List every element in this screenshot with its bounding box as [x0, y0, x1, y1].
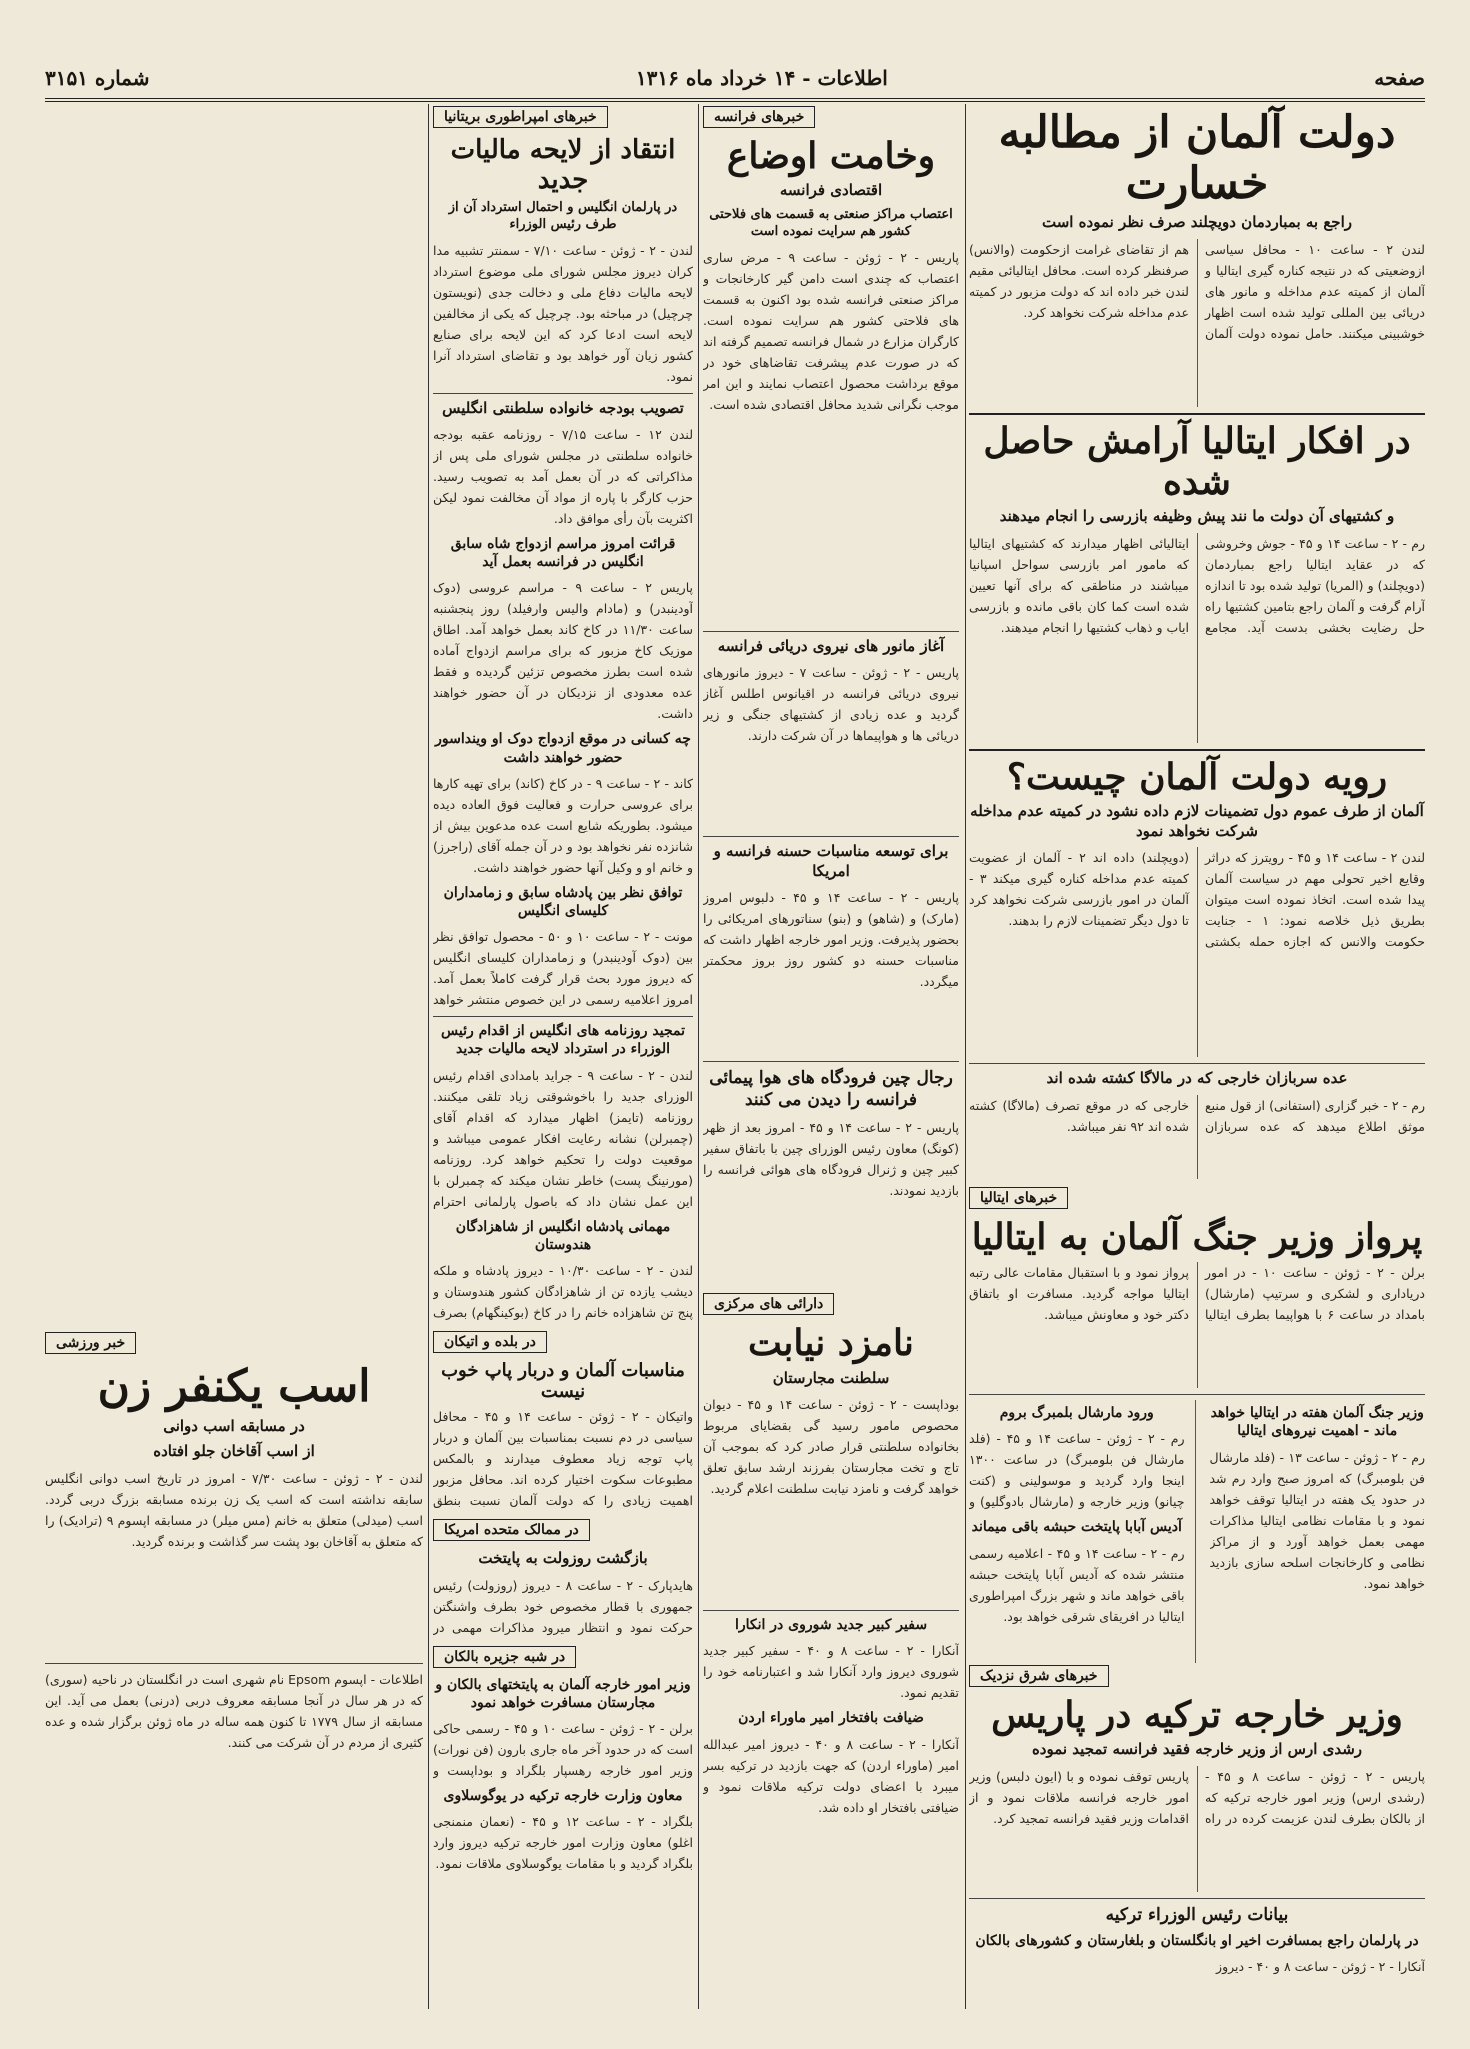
article-body: اطلاعات - اپسوم Epsom نام شهری است در انگلستان در ناحیه (سوری) که در هر سال در آنجا مسابقه معروف دربی (درنی) بعمل می آید. این مسابقه از سال ۱۷۷۹ تا کنون همه ساله در ماه ژوئن برگزار شده و عده کثیری از مردم در آن شرکت می کنند.: [45, 1671, 423, 1750]
divider: [45, 1663, 423, 1664]
article-body: رم - ۲ - خبر گزاری (استفانی) از قول منبع موثق اطلاع میدهد که عده سربازان خارجی که در موقع تصرف (مالاگا) کشته شده اند ۹۲ نفر میباشد.: [969, 1097, 1425, 1134]
article-body: برلن - ۲ - ژوئن - ساعت ۱۰ و ۴۵ - رسمی حاکی است که در حدود آخر ماه جاری بارون (فن نورات) وزیر امور خارجه رهسپار بلگراد و بوداپست و: [433, 1721, 693, 1779]
article-body: لندن ۱۲ - ساعت ۷/۱۵ - روزنامه عقبه بودجه خانواده سلطنتی در مجلس شورای ملی پس از مذاکراتی که در آن بعمل آمد به تصویب رسید. حزب کارگر با پاره از مواد آن مخالفت نمود لیکن اکثریت بآن رأی موافق داد.: [433, 427, 693, 527]
headline-new-tax: انتقاد از لایحه مالیات جدید: [450, 135, 676, 195]
headline-neurath-trip: وزیر امور خارجه آلمان به پایتختهای بالکان و مجارستان مسافرت خواهد نمود: [435, 1676, 691, 1711]
issue-date: اطلاعات - ۱۴ خرداد ماه ۱۳۱۶: [635, 66, 888, 90]
headline-germany-policy: رویه دولت آلمان چیست؟: [1006, 755, 1388, 798]
column-divider: [698, 104, 699, 2009]
masthead: [45, 58, 1425, 102]
divider: [703, 836, 959, 837]
column-4: [45, 1330, 423, 2009]
article-box: [969, 1400, 1196, 1662]
article-body: لندن ۲ - ساعت ۱۴ و ۴۵ - رویترز که دراثر وقایع اخیر تحولی مهم در سیاست آلمان پیدا شده است. اتخاذ نموده است میتوان بطریق ذیل خلاصه نمود: ۱ - جنایت حکومت والانس که اجازه حمله بکشتی (دویچلند) داده اند ۲ - آلمان از عضویت کمیته عدم مداخله کناره گیری میکند ۳ - آلمان در امور بازرسی شرکت نخواهد کرد تا دول دیگر تضمینات لازم را بدهند.: [969, 850, 1425, 950]
headline-france-economy: وخامت اوضاع: [726, 135, 936, 177]
headline-transjordan: ضیافت بافتخار امیر ماوراء اردن: [738, 1710, 924, 1727]
article-body: بوداپست - ۲ - ژوئن - ساعت ۱۴ و ۴۵ - دیوان محصوص مامور رسید گی بقضایای مربوط بخانواده سلطنتی قرار صادر کرد که بموجب آن تاج و تخت مجارستان بفرزند ارشد سابق تعلق خواهد گرفت و نامزد نیابت سلطنت اعلام گردید.: [703, 1397, 959, 1497]
divider: [969, 1898, 1425, 1899]
article-body: برلن - ۲ - ژوئن - ساعت ۱۰ - در امور دریاداری و لشکری و سرتیپ (مارشال) بامداد در ساعت ۶ با هواپیما بطرف ایتالیا پرواز نمود و با استقبال مقامات عالی رتبه ایتالیا مواجه گردید. مسافرت او باتفاق دکتر خود و معاونش میباشد.: [969, 1265, 1425, 1323]
headline-turkey-yugoslavia: معاون وزارت خارجه ترکیه در یوگوسلاوی: [443, 1788, 683, 1805]
article-body: آنکارا - ۲ - ژوئن - ساعت ۸ و ۴۰ - دیروز: [1216, 1958, 1425, 1974]
article-body: رم - ۲ - ژوئن - ساعت ۱۳ - (فلد مارشال فن بلومبرگ) که امروز صبح وارد رم شد در حدود یک هفته در ایتالیا توقف خواهد نمود و با مقامات نظامی ایتالیا مذاکرات مهمی بعمل خواهد آورد و از مراکز نظامی و کارخانجات اسلحه سازی بازدید خواهد نمود.: [1209, 1449, 1425, 1591]
divider: [433, 393, 693, 394]
headline-turkey-paris: وزیر خارجه ترکیه در پاریس: [991, 1693, 1403, 1736]
divider: [969, 1063, 1425, 1064]
headline-soviet-ambassador: سفیر کبیر جدید شوروی در انکارا: [734, 1617, 928, 1634]
issue-number: شماره ۳۱۵۱: [45, 66, 150, 90]
article-body: پاریس - ۲ - ژوئن - ساعت ۹ - مرض ساری اعتصاب که چندی است دامن گیر کارخانجات و مراکز صنعتی فرانسه شده بود اکنون به قسمت های فلاحتی کشور هم سرایت نموده است. کارگران مزارع در شمال فرانسه تصمیم گرفته اند که در صورت عدم پیشرفت تقاضاهای خود در موقع برداشت محصول اعتصاب نمایند و این امر موجب نگرانی شدید محافل اقتصادی شده است.: [703, 249, 959, 412]
headline-france-america: برای توسعه مناسبات حسنه فرانسه و امریکا: [713, 842, 949, 880]
subheadline: راجع به بمباردمان دویچلند صرف نظر نموده است: [1042, 213, 1352, 232]
divider: [703, 1610, 959, 1611]
article-box: [1210, 1400, 1426, 1662]
article-body: کاند - ۲ - ساعت ۹ - در کاخ (کاند) برای تهیه کارها برای عروسی حرارت و فعالیت فوق العاده دیده میشود. بطوریکه شایع است عده مدعوین بیش از شانزده نفر نخواهد بود و در آن جمله آقای (راجرز) و خانم او و وکیل آنها حضور خواهند داشت.: [433, 775, 693, 875]
headline-week-stay: وزیر جنگ آلمان هفته در ایتالیا خواهد ماند - اهمیت نیروهای ایتالیا: [1210, 1405, 1424, 1440]
section-label-central: دارائی های مرکزی: [703, 1293, 834, 1315]
article-body: آنکارا - ۲ - ساعت ۸ و ۴۰ - دیروز امیر عبدالله امیر (ماوراء اردن) که جهت بازدید در ترکیه بسر میبرد با اعضای دولت ترکیه ملاقات نمود و ضیافتی بافتخار او داده شد.: [703, 1736, 959, 1815]
article-body: لندن - ۲ - ساعت ۹ - جراید بامدادی اقدام رئیس الوزرای جدید را باخوشوقتی زیاد تلقی میکنند. روزنامه (تایمز) اظهار میدارد که اقدام آقای (چمبرلن) نشانه رعایت افکار عمومی میباشد و موقعیت دولت را تحکیم خواهد کرد. روزنامه (مورنینگ پست) خاطر نشان میکند که چمبرلن با این عمل نشان داد که باصول پارلمانی احترام: [433, 1067, 693, 1209]
headline-blomberg-rome: ورود مارشال بلمبرگ بروم: [999, 1405, 1154, 1422]
article-body: پاریس - ۲ - ژوئن - ساعت ۸ و ۴۵ - (رشدی ارس) وزیر امور خارجه ترکیه که از بالکان بطرف لندن عزیمت کرده در راه پاریس توقف نموده و با (ایون دلبس) وزیر امور خارجه فرانسه ملاقات نمود و از اقدامات وزیر فقید فرانسه تمجید کرد.: [969, 1768, 1425, 1826]
section-label-vatican: در بلده و اتیکان: [433, 1331, 547, 1353]
article-body: رم - ۲ - ساعت ۱۴ و ۴۵ - جوش وخروشی که در عقاید ایتالیا راجع بمباردمان (دویچلند) و (المریا) تولید شده بود تا اندازه آرام گرفت و آلمان راجع بتامین کشتیها راه حل رضایت بخشی بدست آید. مجامع ایتالیائی اظهار میدارند که کشتیهای ایتالیا که مامور امر بازرسی سواحل اسپانیا میباشند در مناطقی که برای آنها تعیین شده است کما کان باقی مانده و بازرسی ایاب و ذهاب کشتیها را انجام میدهند.: [969, 535, 1425, 635]
section-label-sport: خبر ورزشی: [45, 1332, 136, 1354]
headline-china-airports: رجال چین فرودگاه های هوا پیمائی فرانسه را دیدن می کنند: [709, 1068, 953, 1111]
article-body: پاریس - ۲ - ژوئن - ساعت ۷ - دیروز مانورهای نیروی دریائی فرانسه در اقیانوس اطلس آغاز گردید و عده زیادی از کشتیهای جنگی و زیر دریائی ها و هواپیماها در آن شرکت دارند.: [703, 665, 959, 744]
subheadline: آلمان از طرف عموم دول تضمینات لازم داده نشود در کمیته عدم مداخله شرکت نخواهد نمود: [970, 802, 1424, 840]
column-3: [433, 104, 693, 2009]
section-label-balkans: در شبه جزیره بالکان: [433, 1646, 576, 1668]
subheadline: اقتصادی فرانسه: [779, 181, 883, 200]
subheadline: از اسب آقاخان جلو افتاده: [153, 1442, 315, 1461]
headline-germany-pope: مناسبات آلمان و دربار پاپ خوب نیست: [441, 1359, 685, 1402]
article-body: مونت - ۲ - ساعت ۱۰ و ۵۰ - محصول توافق نظر بین (دوک آودینبدر) و زمامداران کلیسای انگلیس که دیروز مورد بحث قرار گرفت کاملاً بعمل آمد. امروز اعلامیه رسمی در این خصوص منتشر خواهد: [433, 929, 693, 1008]
article-body: پاریس - ۲ - ساعت ۱۴ و ۴۵ - امروز بعد از ظهر (کونگ) معاون رئیس الوزرای چین با باتفاق سفیر کبیر چین و ژنرال فرودگاه های هوائی فرانسه را بازدید نمودند.: [703, 1120, 959, 1199]
column-divider: [965, 104, 966, 2009]
divider: [433, 1016, 693, 1017]
article-body: هایدپارک - ۲ - ساعت ۸ - دیروز (روزولت) رئیس جمهوری با قطار مخصوص خود بطرف واشنگتن حرکت نمود و انتظار میرود مذاکرات مهمی در: [433, 1577, 693, 1635]
subheadline: در پارلمان انگلیس و احتمال استرداد آن از طرف رئیس الوزراء: [448, 199, 678, 232]
headline-press-praise: تمجید روزنامه های انگلیس از اقدام رئیس الوزراء در استرداد لایحه مالیات جدید: [441, 1023, 685, 1058]
headline-germany-compensation: دولت آلمان از مطالبه خسارت: [998, 107, 1396, 209]
subheadline: و کشتیهای آن دولت ما نند پیش وظیفه بازرسی را انجام میدهند: [999, 507, 1395, 526]
headline-wedding-guests: چه کسانی در موقع ازدواج دوک او وینداسور حضور خواهند داشت: [435, 731, 691, 766]
headline-italy-calm: در افکار ایتالیا آرامش حاصل شده: [983, 419, 1411, 504]
headline-roosevelt: بازگشت روزولت به پایتخت: [478, 1549, 648, 1568]
section-label-italy: خبرهای ایتالیا: [969, 1187, 1068, 1209]
section-label-usa: در ممالک متحده امریکا: [433, 1519, 590, 1541]
divider: [703, 1061, 959, 1062]
headline-india-princes: مهمانی پادشاه انگلیس از شاهزادگان هندوستان: [455, 1218, 671, 1253]
column-1: [969, 104, 1425, 2009]
column-2: [703, 104, 959, 2009]
headline-wedding: قرائت امروز مراسم ازدواج شاه سابق انگلیس در فرانسه بعمل آید: [450, 536, 676, 571]
divider: [703, 631, 959, 632]
subheadline: در مسابقه اسب دوانی: [163, 1416, 305, 1435]
section-label-france: خبرهای فرانسه: [703, 106, 815, 128]
divider: [969, 1394, 1425, 1395]
article-body: پاریس ۲ - ساعت ۹ - مراسم عروسی (دوک آودینبدر) و (مادام والیس وارفیلد) روز پنجشنبه ساعت ۱۱/۳۰ در کاخ کاند بعمل خواهد آمد. اطاق موزیک کاخ مزبور که برای مراسم ازدواج آماده شده است بطرز مخصوص تزئین گردیده و فقط عده معدودی از نزدیکان در آن حضور خواهند داشت.: [433, 580, 693, 722]
headline-horse: اسب یکنفر زن: [97, 1361, 371, 1412]
headline-war-minister: پرواز وزیر جنگ آلمان به ایتالیا: [971, 1215, 1423, 1258]
headline-regency: نامزد نیابت: [748, 1322, 914, 1365]
section-label-british: خبرهای امپراطوری بریتانیا: [433, 106, 608, 128]
two-article-row: [969, 1400, 1425, 1662]
section-label-near-east: خبرهای شرق نزدیک: [969, 1665, 1109, 1687]
headline-addis-ababa: آدیس آبابا پایتخت حبشه باقی میماند: [971, 1519, 1182, 1536]
page-label: صفحه: [1374, 66, 1425, 90]
subheadline: رشدی ارس از وزیر خارجه فقید فرانسه تمجید نموده: [1031, 1740, 1363, 1759]
headline-turkey-pm: بیانات رئیس الوزراء ترکیه: [1105, 1904, 1289, 1925]
headline-royal-budget: تصویب بودجه خانواده سلطنتی انگلیس: [442, 398, 684, 417]
headline-church-agreement: توافق نظر بین پادشاه سابق و زمامداران کلیسای انگلیس: [443, 884, 683, 919]
article-body: واتیکان - ۲ - ژوئن - ساعت ۱۴ و ۴۵ - محافل سیاسی در دم نسبت بمناسبات بین آلمان و دربار پاپ توجه زیاد معطوف میدارند و بالمکس مطبوعات سکوت اختیار کرده اند. محافل مزبور اهمیت زیادی را که دولت آلمان نسبت بنطق: [433, 1409, 693, 1509]
article-body: رم - ۲ - ساعت ۱۴ و ۴۵ - اعلامیه رسمی منتشر شده که آدیس آبابا پایتخت حبشه باقی خواهد ماند و شهر بزرگ امپراطوری ایتالیا در افریقای شرقی خواهد بود.: [969, 1545, 1185, 1624]
article-body: آنکارا - ۲ - ساعت ۸ و ۴۰ - سفیر کبیر جدید شوروی دیروز وارد آنکارا شد و اعتبارنامه خود را تقدیم نمود.: [703, 1643, 959, 1701]
article-body: پاریس - ۲ - ساعت ۱۴ و ۴۵ - دلبوس امروز (مارک) و (شاهو) و (بنو) سناتورهای امریکائی را بحضور پذیرفت. وزیر امور خارجه اظهار داشت که مناسبات حسنه دو کشور روز بروز محکمتر میگردد.: [703, 890, 959, 990]
article-body: بلگراد - ۲ - ساعت ۱۲ و ۴۵ - (نعمان منمنجی اغلو) معاون وزارت امور خارجه ترکیه دیروز وارد بلگراد گردید و با مقامات یوگوسلاوی ملاقات نمود.: [433, 1814, 693, 1872]
headline-malaga: عده سربازان خارجی که در مالاگا کشته شده اند: [1046, 1069, 1348, 1088]
article-body: لندن - ۲ - ژوئن - ساعت ۷/۳۰ - امروز در تاریخ اسب دوانی انگلیس سابقه نداشته است که اسب یک زن برنده مسابقه بزرگ دربی گردد. اسب (میدلی) متعلق به خانم (مس میلر) در مسابقه اپسوم ۹ (ترادیک) را که متعلق به آقاخان بود پشت سر گذاشت و برنده گردید.: [45, 1470, 423, 1549]
divider: [969, 413, 1425, 415]
article-body: لندن - ۲ - ژوئن - ساعت ۷/۱۰ - سمنتر تشبیه مدا کران دیروز مجلس شورای ملی موضوع استرداد لایحه مالیات دفاع ملی و دخالت جدی (نویستون چرچیل) در مباحثه بود. چرچیل که یکی از مخالفین لایحه است ادعا کرد که این لایحه برای صنایع کشور زیان آور خواهد بود و تقاضای استرداد آنرا نمود.: [433, 242, 693, 384]
article-body: لندن - ۲ - ساعت ۱۰/۳۰ - دیروز پادشاه و ملکه دیشب یازده تن از شاهزادگان کشور هندوستان و پنج تن شاهزاده خانم را در کاخ (بوکینگهام) بصرف: [433, 1262, 693, 1320]
subheadline: در پارلمان راجع بمسافرت اخیر او بانگلستان و بلغارستان و کشورهای بالکان: [975, 1932, 1419, 1949]
headline-navy-maneuvers: آغاز مانور های نیروی دریائی فرانسه: [717, 636, 945, 655]
column-divider: [428, 104, 429, 2009]
subheadline: سلطنت مجارستان: [772, 1368, 890, 1387]
article-body: رم - ۲ - ژوئن - ساعت ۱۴ و ۴۵ - (فلد مارشال فن بلومبرگ) در ساعت ۱۳۰۰ اینجا وارد گردید و موسولینی و (کنت چیانو) وزیر خارجه و (مارشال بادوگلیو) و: [969, 1431, 1185, 1510]
divider: [969, 749, 1425, 751]
article-body: لندن ۲ - ساعت ۱۰ - محافل سیاسی ازوضعیتی که در نتیجه کناره گیری ایتالیا و آلمان از کمیته عدم مداخله و مانور های دریائی بین المللی تولید شده است اظهار خوشبینی میکنند. حامل نموده دولت آلمان هم از تقاضای غرامت ازحکومت (والانس) صرفنظر کرده است. محافل ایتالیائی مقیم لندن خبر داده اند که دولت مزبور در کمیته عدم مداخله شرکت نخواهد کرد.: [969, 241, 1425, 341]
subheadline: اعتصاب مراکز صنعتی به قسمت های فلاحتی کشور هم سرایت نموده است: [709, 206, 953, 239]
